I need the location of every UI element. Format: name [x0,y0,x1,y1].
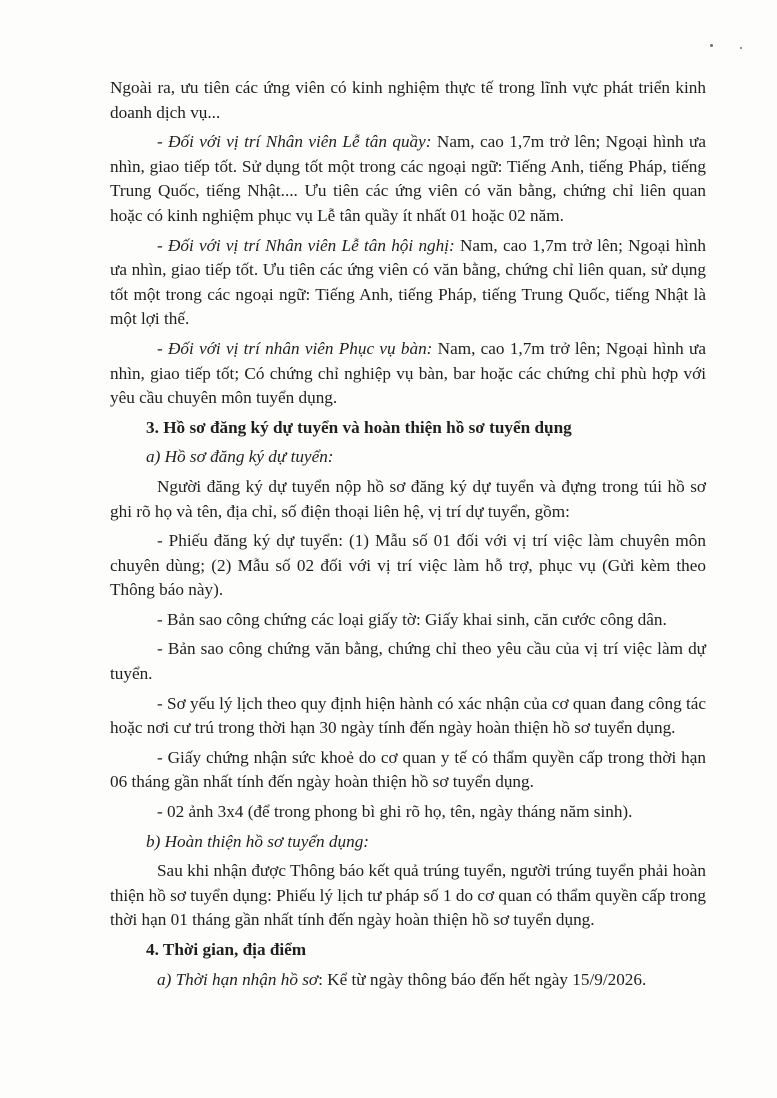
list-item: - Giấy chứng nhận sức khoẻ do cơ quan y tế có thẩm quyền cấp trong thời hạn 06 tháng gần nhất tính đến ngày hoàn thiện hồ sơ tuyển dụng. [110,747,706,792]
paragraph-table-service [110,337,706,411]
list-item: - Bản sao công chứng văn bằng, chứng chỉ theo yêu cầu của vị trí việc làm dự tuyển. [110,639,706,684]
paragraph-deadline [110,968,706,993]
paragraph-reception-desk [110,130,706,228]
subsection-heading-b: b) Hoàn thiện hồ sơ tuyển dụng: [146,831,370,851]
paragraph: Người đăng ký dự tuyển nộp hồ sơ đăng ký dự tuyển và đựng trong túi hồ sơ ghi rõ họ và tên, địa chỉ, số điện thoại liên hệ, vị trí dự tuyển, gồm: [110,476,706,521]
paragraph-label: a) Thời hạn nhận hồ sơ [157,969,319,989]
scan-speck [740,47,742,49]
paragraph-label: - Đối với vị trí Nhân viên Lễ tân hội nghị: [157,235,455,255]
list-item: - 02 ảnh 3x4 (để trong phong bì ghi rõ họ, tên, ngày tháng năm sinh). [157,802,633,822]
list-item: - Sơ yếu lý lịch theo quy định hiện hành có xác nhận của cơ quan đang công tác hoặc nơi cư trú trong thời hạn 30 ngày tính đến ngày hoàn thiện hồ sơ tuyển dụng. [110,693,706,738]
subsection-heading-a: a) Hồ sơ đăng ký dự tuyển: [146,447,334,467]
paragraph-label: - Đối với vị trí Nhân viên Lễ tân quầy: [157,132,432,152]
paragraph-text: : Kể từ ngày thông báo đến hết ngày 15/9/2026. [318,969,647,989]
paragraph-conference-reception [110,234,706,332]
paragraph: Sau khi nhận được Thông báo kết quả trúng tuyển, người trúng tuyển phải hoàn thiện hồ sơ tuyển dụng: Phiếu lý lịch tư pháp số 1 do cơ quan có thẩm quyền cấp trong thời hạn 01 tháng gần nhất tính đến ngày hoàn thiện hồ sơ tuyển dụng. [110,861,707,930]
document-body [110,76,706,997]
paragraph-text: Nam, cao 1,7m trở lên; Ngoại hình ưa nhìn, giao tiếp tốt; Có chứng chỉ nghiệp vụ bàn, bar hoặc các chứng chỉ phù hợp với yêu cầu chuyên môn tuyển dụng. [110,338,706,408]
section-heading-3: 3. Hồ sơ đăng ký dự tuyển và hoàn thiện hồ sơ tuyển dụng [146,417,572,437]
scan-speck [710,44,713,47]
section-heading-4: 4. Thời gian, địa điểm [146,940,307,959]
paragraph-text: Nam, cao 1,7m trở lên; Ngoại hình ưa nhìn, giao tiếp tốt. Ưu tiên các ứng viên có văn bằng, chứng chỉ liên quan, sử dụng tốt một trong các ngoại ngữ: Tiếng Anh, tiếng Pháp, tiếng Trung Quốc, tiếng Nhật là một lợi thế. [110,235,706,329]
paragraph: Ngoài ra, ưu tiên các ứng viên có kinh nghiệm thực tế trong lĩnh vực phát triển kinh doanh dịch vụ... [110,78,706,122]
list-item: - Bản sao công chứng các loại giấy tờ: Giấy khai sinh, căn cước công dân. [157,609,667,629]
paragraph-label: - Đối với vị trí nhân viên Phục vụ bàn: [157,338,433,358]
list-item: - Phiếu đăng ký dự tuyển: (1) Mẫu số 01 đối với vị trí việc làm chuyên môn chuyên dùng; (2) Mẫu số 02 đối với vị trí việc làm hỗ trợ, phục vụ (Gửi kèm theo Thông báo này). [110,531,706,600]
paragraph-text: Nam, cao 1,7m trở lên; Ngoại hình ưa nhìn, giao tiếp tốt. Sử dụng tốt một trong các ngoại ngữ: Tiếng Anh, tiếng Pháp, tiếng Trung Quốc, tiếng Nhật.... Ưu tiên các ứng viên có văn bằng, chứng chỉ liên quan hoặc có kinh nghiệm phục vụ Lễ tân quầy ít nhất 01 hoặc 02 năm. [110,132,706,225]
